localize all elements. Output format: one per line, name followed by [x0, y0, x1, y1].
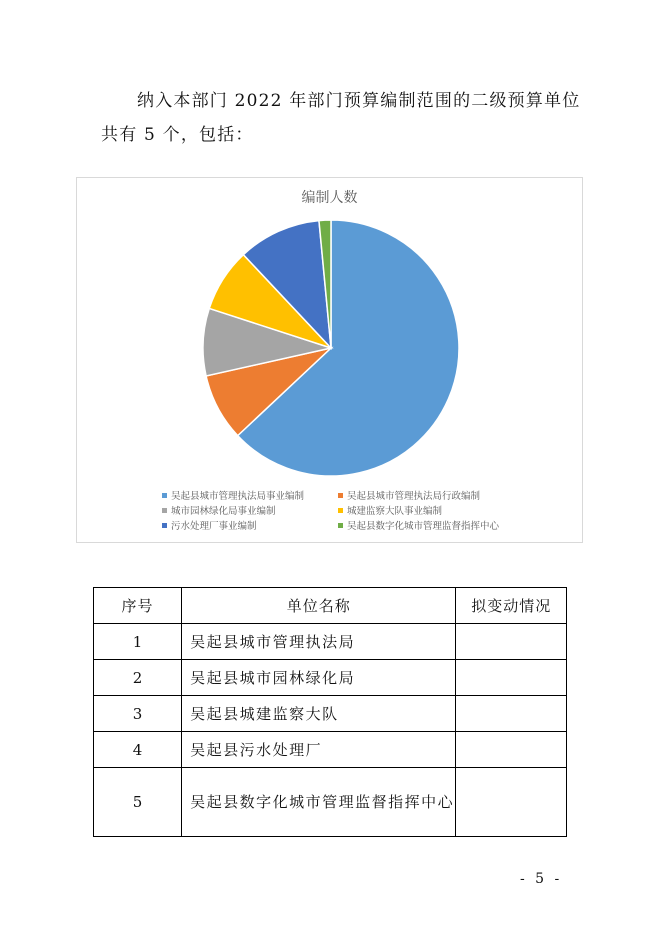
row-change — [456, 624, 567, 660]
row-change — [456, 696, 567, 732]
table-row — [94, 624, 567, 660]
pie-chart — [76, 177, 583, 543]
row-no: 4 — [94, 732, 182, 768]
units-table — [93, 587, 567, 837]
legend-label: 污水处理厂事业编制 — [171, 521, 257, 532]
row-no: 1 — [94, 624, 182, 660]
legend-swatch — [338, 523, 343, 528]
legend-swatch — [338, 493, 343, 498]
row-name: 吴起县城建监察大队 — [182, 696, 456, 732]
row-change — [456, 768, 567, 837]
legend-label: 城建监察大队事业编制 — [347, 506, 443, 517]
legend-item — [162, 488, 304, 502]
page-number: - 5 - — [520, 871, 563, 887]
row-change — [456, 660, 567, 696]
header-change: 拟变动情况 — [456, 588, 567, 624]
legend-swatch — [338, 508, 343, 513]
legend-item — [338, 488, 480, 502]
header-name: 单位名称 — [182, 588, 456, 624]
table-row — [94, 696, 567, 732]
row-name: 吴起县数字化城市管理监督指挥中心 — [182, 768, 456, 837]
legend-label: 吴起县城市管理执法局事业编制 — [171, 491, 305, 502]
legend-swatch — [162, 493, 167, 498]
header-no: 序号 — [94, 588, 182, 624]
table-row — [94, 660, 567, 696]
legend-item — [162, 503, 276, 517]
row-name: 吴起县城市园林绿化局 — [182, 660, 456, 696]
table-row — [94, 768, 567, 837]
legend-item — [338, 518, 499, 532]
legend-label: 城市园林绿化局事业编制 — [171, 506, 276, 517]
table-header-row — [94, 588, 567, 624]
pie-chart-svg — [77, 178, 584, 544]
legend-item — [162, 518, 257, 532]
row-name: 吴起县城市管理执法局 — [182, 624, 456, 660]
row-no: 2 — [94, 660, 182, 696]
intro-line-1: 纳入本部门 2022 年部门预算编制范围的二级预算单位 — [137, 91, 581, 111]
legend-label: 吴起县城市管理执法局行政编制 — [347, 491, 481, 502]
row-no: 5 — [94, 768, 182, 837]
row-change — [456, 732, 567, 768]
legend-swatch — [162, 508, 167, 513]
legend-item — [338, 503, 442, 517]
row-no: 3 — [94, 696, 182, 732]
chart-title: 编制人数 — [301, 190, 358, 206]
table-row — [94, 732, 567, 768]
legend-label: 吴起县数字化城市管理监督指挥中心 — [347, 521, 500, 532]
intro-line-2: 共有 5 个，包括： — [101, 125, 254, 145]
legend-swatch — [162, 523, 167, 528]
row-name: 吴起县污水处理厂 — [182, 732, 456, 768]
